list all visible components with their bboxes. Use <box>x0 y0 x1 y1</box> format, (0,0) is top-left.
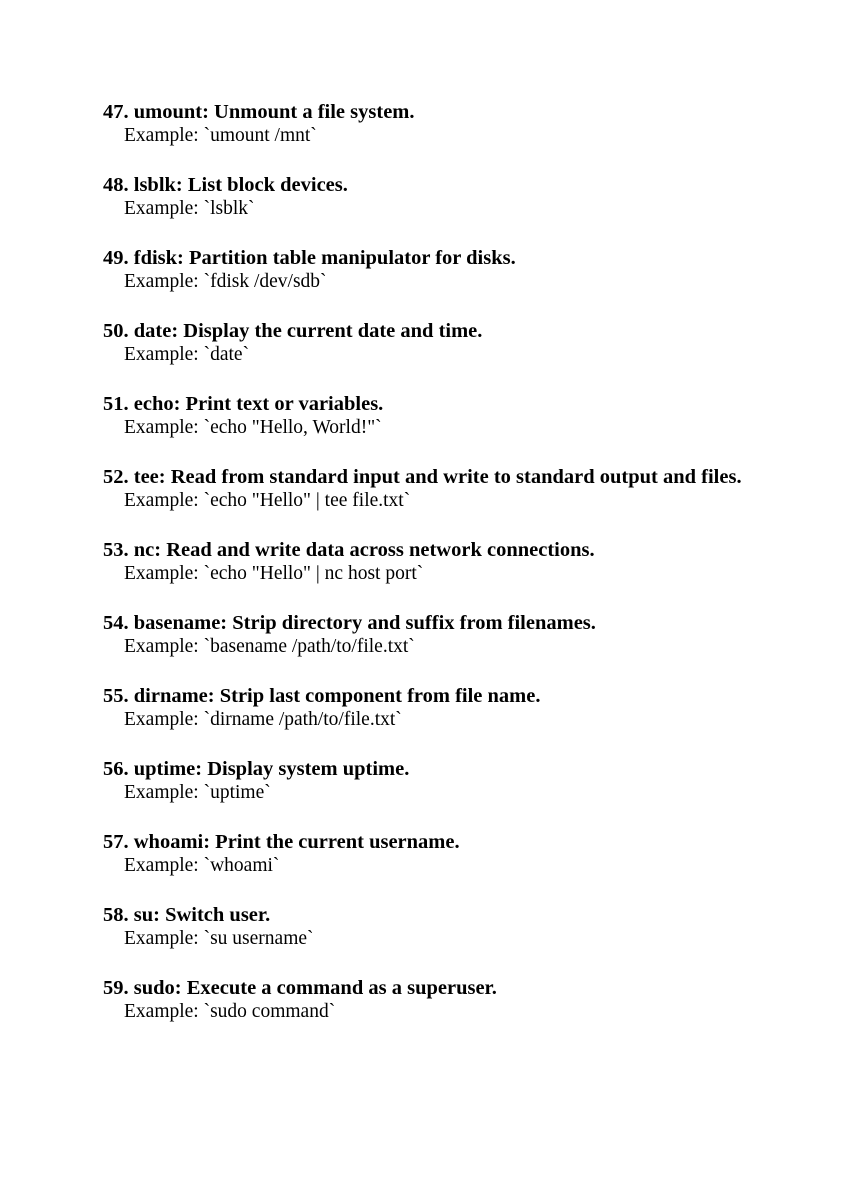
entry-title: 55. dirname: Strip last component from file name. <box>103 685 541 707</box>
entry-title: 59. sudo: Execute a command as a superuser. <box>103 977 497 999</box>
entry-58 <box>103 903 743 951</box>
command-list <box>103 100 743 1024</box>
entry-53 <box>103 538 743 586</box>
entry-example: Example: `echo "Hello, World!"` <box>124 417 382 438</box>
entry-title: 50. date: Display the current date and time. <box>103 320 483 342</box>
entry-title: 54. basename: Strip directory and suffix from filenames. <box>103 612 596 634</box>
entry-example: Example: `sudo command` <box>124 1001 336 1022</box>
entry-48 <box>103 173 743 221</box>
entry-59 <box>103 976 743 1024</box>
entry-example: Example: `date` <box>124 344 250 365</box>
entry-55 <box>103 684 743 732</box>
entry-example: Example: `echo "Hello" | tee file.txt` <box>124 490 411 511</box>
entry-47 <box>103 100 743 148</box>
entry-title: 56. uptime: Display system uptime. <box>103 758 410 780</box>
entry-title: 47. umount: Unmount a file system. <box>103 101 415 123</box>
entry-title: 51. echo: Print text or variables. <box>103 393 384 415</box>
entry-example: Example: `fdisk /dev/sdb` <box>124 271 327 292</box>
entry-49 <box>103 246 743 294</box>
entry-title: 58. su: Switch user. <box>103 904 271 926</box>
entry-57 <box>103 830 743 878</box>
entry-56 <box>103 757 743 805</box>
entry-example: Example: `echo "Hello" | nc host port` <box>124 563 424 584</box>
entry-example: Example: `uptime` <box>124 782 271 803</box>
entry-example: Example: `umount /mnt` <box>124 125 317 146</box>
entry-example: Example: `dirname /path/to/file.txt` <box>124 709 402 730</box>
entry-example: Example: `lsblk` <box>124 198 255 219</box>
entry-title: 52. tee: Read from standard input and write to standard output and files. <box>103 466 742 488</box>
entry-50 <box>103 319 743 367</box>
entry-52 <box>103 465 743 513</box>
entry-54 <box>103 611 743 659</box>
entry-51 <box>103 392 743 440</box>
entry-example: Example: `su username` <box>124 928 314 949</box>
entry-title: 53. nc: Read and write data across network connections. <box>103 539 595 561</box>
entry-example: Example: `basename /path/to/file.txt` <box>124 636 415 657</box>
entry-title: 49. fdisk: Partition table manipulator for disks. <box>103 247 516 269</box>
entry-title: 57. whoami: Print the current username. <box>103 831 460 853</box>
entry-title: 48. lsblk: List block devices. <box>103 174 348 196</box>
entry-example: Example: `whoami` <box>124 855 280 876</box>
